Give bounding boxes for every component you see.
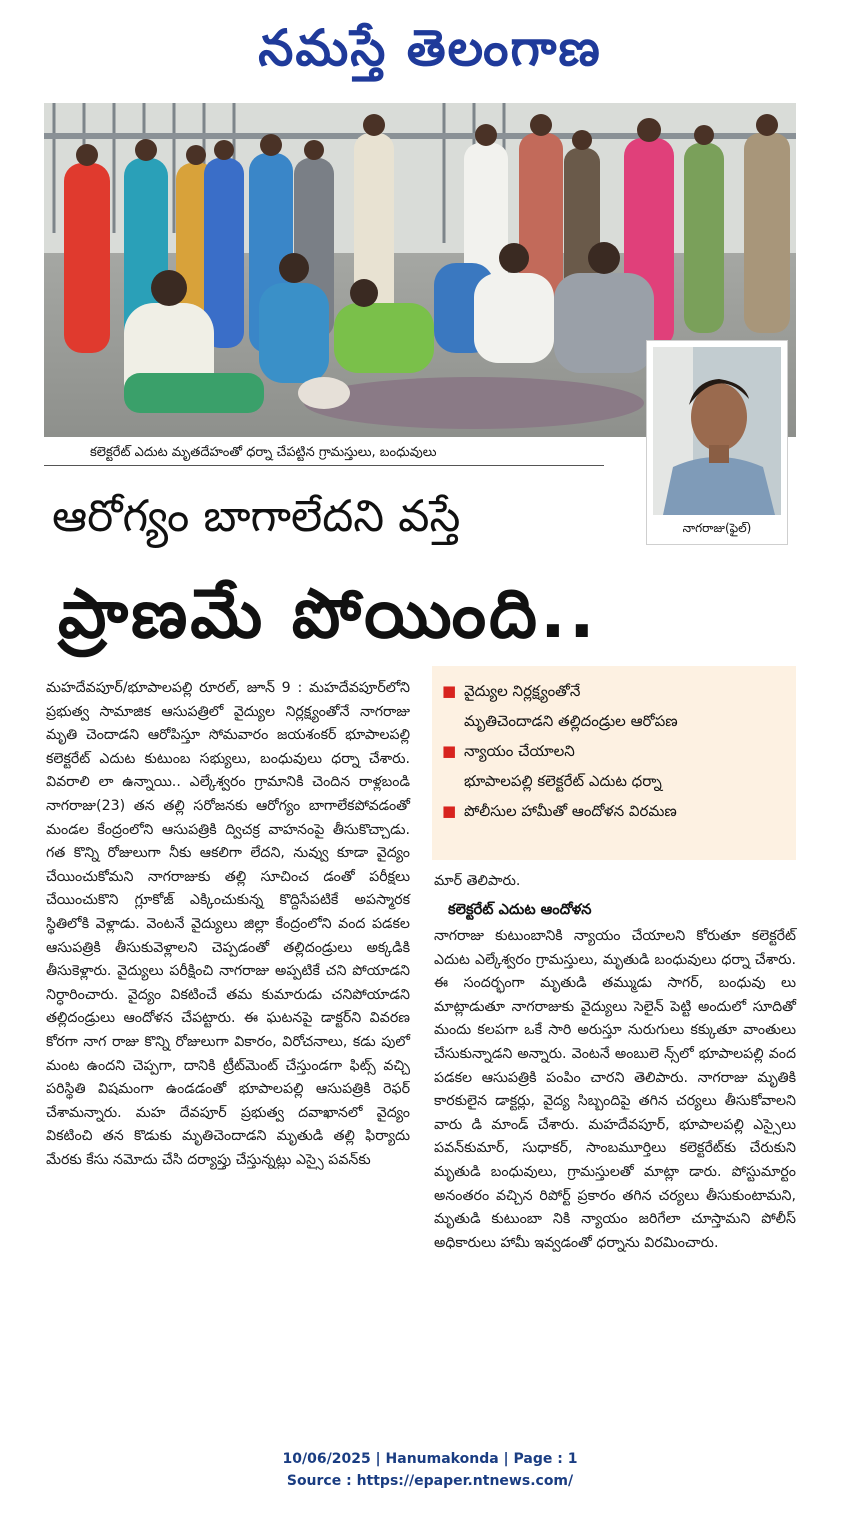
headline-line-2: ప్రాణమే పోయింది.. xyxy=(58,575,598,654)
highlight-item: భూపాలపల్లి కలెక్టరేట్ ఎదుట ధర్నా xyxy=(464,772,662,790)
highlight-item: ■ పోలీసుల హామీతో ఆందోళన విరమణ xyxy=(442,796,786,826)
portrait-image xyxy=(653,347,781,515)
article-body-right: నాగరాజు కుటుంబానికి న్యాయం చేయాలని కోరుతూ కలెక్టరేట్ ఎదుట ఎల్కేశ్వరం గ్రామస్తులు, మృతుడి బంధువులు ధర్నా చేశారు. ఈ సందర్భంగా మృతుడి తమ్ముడు సాగర్, బంధువు లు మాట్లాడుతూ నాగరాజుకు వైద్యులు సెలైన్ పెట్టి అందులో సూదితో మందు కలపగా ఒకే సారి అరుస్తూ నురుగులు కక్కుతూ వాంతులు చేసుకున్నాడని అన్నారు. వెంటనే అంబులె న్స్‌లో భూపాలపల్లి వంద పడకల ఆసుపత్రికి పంపిం చారని తెలిపారు. నాగరాజు మృతికి కారకులైన డాక్టర్లు, వైద్య సిబ్బందిపై తగిన చర్యలు తీసుకోవాలని వారు డి మాండ్ చేశారు. మహదేవపూర్, భూపాలపల్లి ఎస్సైలు పవన్‌కుమార్, సుధాకర్, సాంబమూర్తిలు కలెక్టరేట్‌కు చేరుకుని మృతుడి బంధువులు, గ్రామస్తులతో మాట్లా డారు. పోస్టుమార్టం అనంతరం వచ్చిన రిపోర్ట్ ప్రకారం తగిన చర్యలు తీసుకుంటామని, మృతుడి కుటుంబా నికి న్యాయం జరిగేలా చూస్తామని పోలీస్ అధికారులు హామీ ఇవ్వడంతో ధర్నాను విరమించారు. xyxy=(434,928,796,1251)
footer-source: Source : https://epaper.ntnews.com/ xyxy=(286,1473,574,1489)
footer-date-edition: 10/06/2025 | Hanumakonda | Page : 1 xyxy=(282,1451,578,1467)
highlight-item: మృతిచెందాడని తల్లిదండ్రుల ఆరోపణ xyxy=(464,712,678,730)
highlights-box xyxy=(432,666,796,860)
masthead-logo: నమస్తే తెలంగాణ xyxy=(258,19,602,77)
bullet-icon: ■ xyxy=(442,742,457,760)
highlight-item: ■ వైద్యుల నిర్లక్ష్యంతోనే xyxy=(442,676,786,706)
bullet-icon: ■ xyxy=(442,802,457,820)
headline-line-1: ఆరోగ్యం బాగాలేదని వస్తే xyxy=(52,491,461,542)
portrait-drawing xyxy=(653,347,781,515)
bullet-icon: ■ xyxy=(442,682,457,700)
highlight-item: ■ న్యాయం చేయాలని xyxy=(442,736,786,766)
inset-portrait xyxy=(646,340,788,545)
article-subheading: కలెక్టరేట్ ఎదుట ఆందోళన xyxy=(448,901,592,918)
page-footer xyxy=(0,1448,860,1492)
inset-caption: నాగరాజు(ఫైల్) xyxy=(682,521,752,535)
article-body-left: మహదేవపూర్/భూపాలపల్లి రూరల్, జూన్ 9 : మహదేవపూర్‌లోని ప్రభుత్వ సామాజిక ఆసుపత్రిలో వైద్యుల నిర్లక్ష్యంతోనే నాగరాజు మృతి చెందాడని ఆరోపిస్తూ సోమవారం జయశంకర్ భూపాలపల్లి కలెక్టరేట్ ఎదుట కుటుంబ సభ్యులు, బంధువులు ధర్నా చేశారు. వివరాలి లా ఉన్నాయి.. ఎల్కేశ్వరం గ్రామానికి చెందిన రాళ్లబండి నాగరాజు(23) తన తల్లి సరోజనకు ఆరోగ్యం బాగాలేకపోవడంతో మండల కేంద్రంలోని ఆసుపత్రికి ద్విచక్ర వాహనంపై తీసుకొచ్చాడు. గత కొన్ని రోజులుగా నీకు ఆకలిగా లేదని, నువ్వు కూడా వైద్యం చేయించుకోమని నాగరాజుకు తల్లి సూచించ డంతో పరీక్షలు చేయించుకొని గ్లూకోజ్ ఎక్కించుకున్న కొద్దిసేపటికే అపస్మారక స్థితిలోకి వెళ్లాడు. వెంటనే వైద్యులు జిల్లా కేంద్రంలోని వంద పడకల ఆసుపత్రికి తీసుకువెళ్లాలని చెప్పడంతో తల్లిదండ్రులు అక్కడికి తీసుకెళ్లారు. వైద్యులు పరీక్షించి నాగరాజు అప్పటికే చని పోయాడని నిర్ధారించారు. వైద్యం వికటించే తమ కుమారుడు చనిపోయాడని తల్లిదండ్రులు ఆందోళన చేపట్టారు. ఈ ఘటనపై డాక్టర్‌ని వివరణ కోరగా నాగ రాజు కొన్ని రోజులుగా వికారం, విరోచనాలు, కడు పులో మంట ఉందని చెప్పగా, దానికి ట్రీట్‌మెంట్ చేస్తుండగా ఫిట్స్ వచ్చి పరిస్థితి విషమంగా ఉండడంతో భూపాలపల్లి ఆసుపత్రికి రెఫర్ చేశామన్నారు. మహ దేవపూర్ ప్రభుత్వ దవాఖానలో వైద్యం వికటించి తన కొడుకు మృతిచెందాడని మృతుడి తల్లి ఫిర్యాదు మేరకు కేసు నమోదు చేసి దర్యాప్తు చేస్తున్నట్లు ఎస్సై పవన్‌కు xyxy=(46,680,410,1168)
article-body-right-continuation: మార్ తెలిపారు. xyxy=(434,873,521,889)
photo-caption: కలెక్టరేట్ ఎదుట మృతదేహంతో ధర్నా చేపట్టిన గ్రామస్తులు, బంధువులు xyxy=(44,440,604,466)
